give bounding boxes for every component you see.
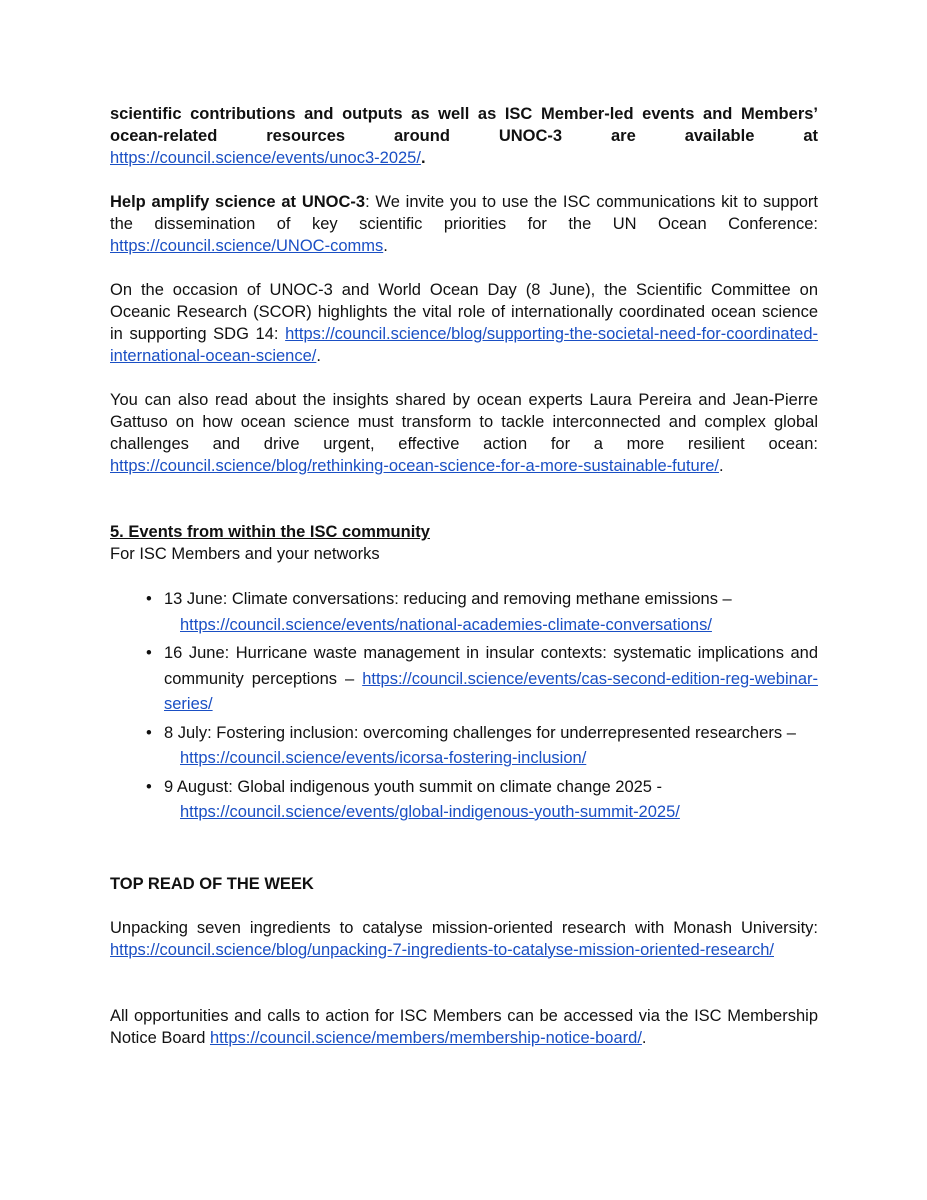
section-events-subheading: For ISC Members and your networks: [110, 545, 380, 563]
bullet-icon: •: [146, 644, 152, 662]
list-item: [110, 721, 818, 772]
unoc3-resources-end: .: [420, 149, 426, 167]
paragraph-amplify-science: [110, 191, 818, 257]
document-page: [110, 103, 818, 1049]
scor-blog-link[interactable]: https://council.science/blog/supporting-the-societal-need-for-coordinated-international-ocean-science/: [110, 325, 818, 365]
notice-board-link[interactable]: https://council.science/members/membership-notice-board/: [209, 1028, 642, 1047]
event-text: 9 August: Global indigenous youth summit on climate change 2025 -: [164, 777, 663, 796]
top-read-heading: TOP READ OF THE WEEK: [110, 874, 314, 893]
paragraph-ocean-experts: [110, 389, 818, 477]
event-link[interactable]: https://council.science/events/cas-second-edition-reg-webinar-series/: [164, 669, 818, 713]
paragraph-scor: [110, 279, 818, 367]
ocean-experts-text: You can also read about the insights shared by ocean experts Laura Pereira and Jean-Pierre Gattuso on how ocean science must transform to tackle interconnected and complex global challenges and drive urgent, effective action for a more resilient ocean:: [110, 391, 818, 453]
closing-text: All opportunities and calls to action for ISC Members can be accessed via the ISC Membership Notice Board: [110, 1006, 818, 1047]
ocean-experts-end: .: [718, 457, 724, 475]
paragraph-closing: [110, 1005, 818, 1049]
section-events: [110, 521, 818, 826]
paragraph-top-read: [110, 917, 818, 961]
event-text: 8 July: Fostering inclusion: overcoming challenges for underrepresented researchers –: [164, 723, 796, 742]
section-top-read: [110, 873, 818, 961]
top-read-text: Unpacking seven ingredients to catalyse mission-oriented research with Monash University:: [110, 918, 818, 937]
scor-text: On the occasion of UNOC-3 and World Ocean Day (8 June), the Scientific Committee on Oceanic Research (SCOR) highlights the vital role of internationally coordinated ocean science in supporting SDG 14:: [110, 281, 818, 343]
event-link[interactable]: https://council.science/events/global-indigenous-youth-summit-2025/: [180, 803, 680, 821]
bullet-icon: •: [146, 723, 152, 742]
unoc-comms-link[interactable]: https://council.science/UNOC-comms: [110, 237, 384, 255]
event-link[interactable]: https://council.science/events/icorsa-fostering-inclusion/: [180, 749, 587, 767]
event-link[interactable]: https://council.science/events/national-academies-climate-conversations/: [180, 615, 712, 634]
unoc3-2025-link[interactable]: https://council.science/events/unoc3-2025/: [110, 149, 421, 167]
event-text: 13 June: Climate conversations: reducing and removing methane emissions –: [164, 590, 732, 608]
paragraph-unoc3-resources: [110, 103, 818, 169]
bullet-icon: •: [146, 590, 152, 608]
top-read-link[interactable]: https://council.science/blog/unpacking-7-ingredients-to-catalyse-mission-oriented-research/: [110, 940, 774, 959]
event-text: 16 June: Hurricane waste management in insular contexts: systematic implications and community perceptions –: [164, 644, 818, 688]
section-events-heading: 5. Events from within the ISC community: [110, 523, 430, 541]
list-item: [110, 587, 818, 638]
amplify-science-lead: Help amplify science at UNOC-3: [110, 193, 366, 211]
list-item: [110, 775, 818, 826]
events-list: [110, 587, 818, 826]
rethinking-ocean-link[interactable]: https://council.science/blog/rethinking-ocean-science-for-a-more-sustainable-future/: [110, 457, 719, 475]
amplify-science-text: : We invite you to use the ISC communications kit to support the dissemination of key scientific priorities for the UN Ocean Conference:: [110, 193, 819, 233]
scor-end: .: [316, 347, 321, 365]
list-item: [110, 641, 818, 718]
bullet-icon: •: [146, 777, 152, 796]
closing-end: .: [641, 1028, 647, 1047]
amplify-science-end: .: [383, 237, 388, 255]
unoc3-resources-text: scientific contributions and outputs as well as ISC Member-led events and Members’ ocean-related resources around UNOC-3 are available at: [110, 105, 818, 145]
